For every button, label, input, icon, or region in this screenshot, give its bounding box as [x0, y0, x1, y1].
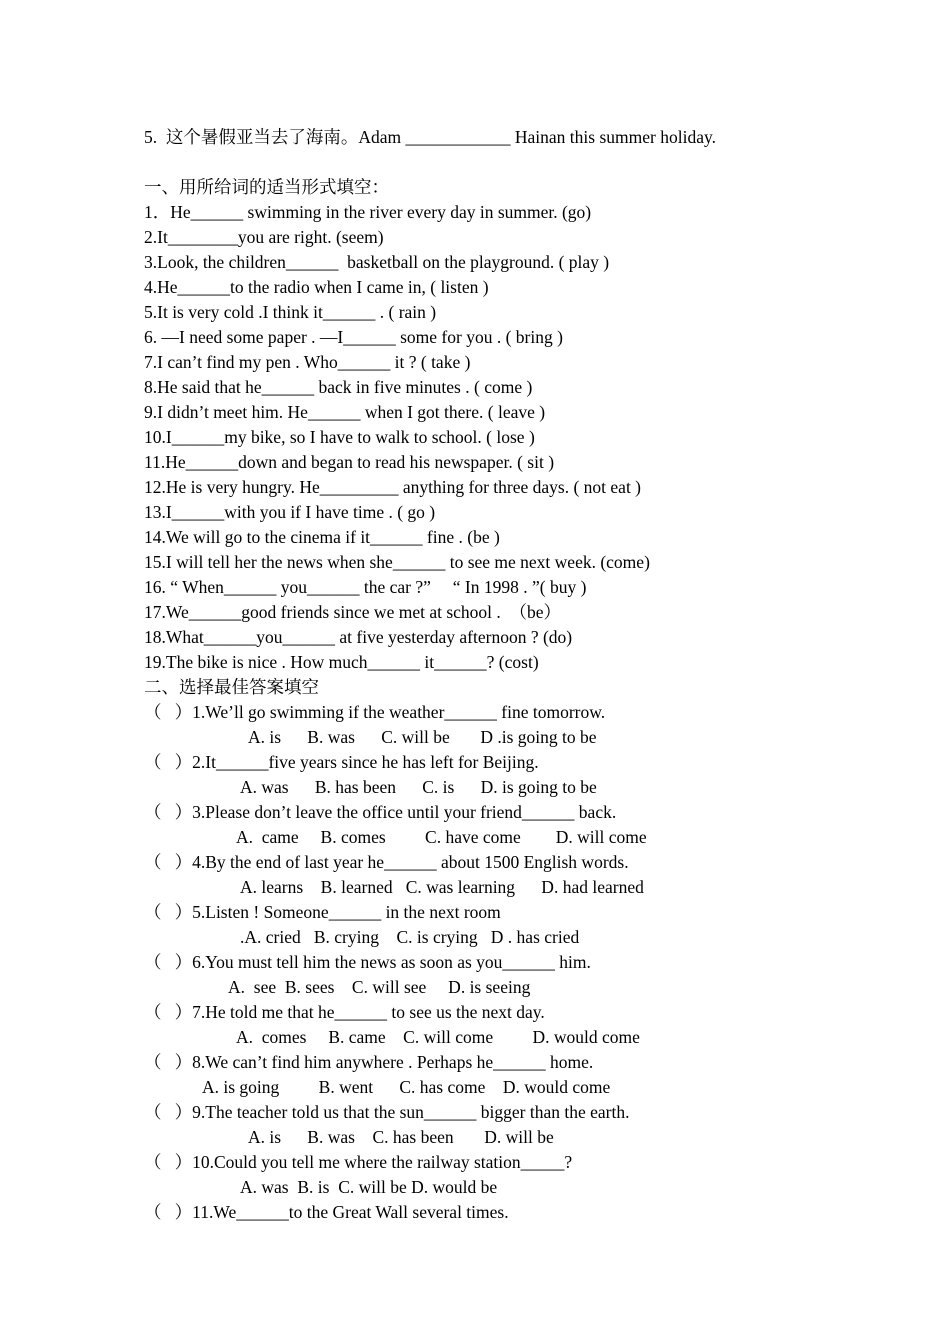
fill-blank-item: 14.We will go to the cinema if it______ fine . (be ) — [144, 527, 500, 547]
mc-options: A. was B. is C. will be D. would be — [240, 1177, 498, 1197]
fill-blank-item: 3.Look, the children______ basketball on the playground. ( play ) — [144, 252, 610, 272]
mc-options: A. came B. comes C. have come D. will come — [236, 827, 647, 847]
mc-options: A. is B. was C. has been D. will be — [248, 1127, 554, 1147]
mc-options: A. comes B. came C. will come D. would come — [236, 1027, 640, 1047]
fill-blank-item: 18.What______you______ at five yesterday afternoon ? (do) — [144, 627, 573, 647]
mc-question: （ ）6.You must tell him the news as soon as you______ him. — [144, 952, 591, 972]
fill-blank-item: 4.He______to the radio when I came in, ( listen ) — [144, 277, 489, 297]
fill-blank-item: 10.I______my bike, so I have to walk to school. ( lose ) — [144, 427, 535, 447]
mc-question: （ ）4.By the end of last year he______ about 1500 English words. — [144, 852, 629, 872]
mc-options: A. is B. was C. will be D .is going to be — [248, 727, 597, 747]
fill-blank-item: 5.It is very cold .I think it______ . ( rain ) — [144, 302, 437, 322]
fill-blank-item: 1．He______ swimming in the river every day in summer. (go) — [144, 202, 592, 222]
fill-blank-item: 6. —I need some paper . —I______ some for you . ( bring ) — [144, 327, 563, 347]
mc-options: A. was B. has been C. is D. is going to be — [240, 777, 597, 797]
mc-options: A. is going B. went C. has come D. would come — [202, 1077, 611, 1097]
fill-blank-item: 17.We______good friends since we met at school . （be） — [144, 602, 562, 622]
intro-translation-item: 5. 这个暑假亚当去了海南。Adam ____________ Hainan this summer holiday. — [144, 127, 716, 147]
mc-options: A. learns B. learned C. was learning D. had learned — [240, 877, 644, 897]
mc-question: （ ）3.Please don’t leave the office until your friend______ back. — [144, 802, 617, 822]
fill-blank-item: 7.I can’t find my pen . Who______ it ? ( take ) — [144, 352, 471, 372]
mc-question: （ ）9.The teacher told us that the sun______ bigger than the earth. — [144, 1102, 630, 1122]
fill-blank-item: 12.He is very hungry. He_________ anything for three days. ( not eat ) — [144, 477, 642, 497]
mc-question: （ ）8.We can’t find him anywhere . Perhaps he______ home. — [144, 1052, 594, 1072]
mc-options: .A. cried B. crying C. is crying D . has cried — [240, 927, 580, 947]
mc-options: A. see B. sees C. will see D. is seeing — [228, 977, 531, 997]
fill-blank-item: 2.It________you are right. (seem) — [144, 227, 384, 247]
mc-question: （ ）7.He told me that he______ to see us the next day. — [144, 1002, 545, 1022]
mc-question: （ ）11.We______to the Great Wall several times. — [144, 1202, 509, 1222]
fill-blank-item: 11.He______down and began to read his newspaper. ( sit ) — [144, 452, 555, 472]
section1-title: 一、用所给词的适当形式填空： — [144, 177, 389, 197]
fill-blank-item: 16. “ When______ you______ the car ?” “ In 1998 . ”( buy ) — [144, 577, 587, 597]
fill-blank-item: 8.He said that he______ back in five minutes . ( come ) — [144, 377, 533, 397]
fill-blank-item: 9.I didn’t meet him. He______ when I got there. ( leave ) — [144, 402, 546, 422]
fill-blank-item: 13.I______with you if I have time . ( go ) — [144, 502, 436, 522]
fill-blank-item: 15.I will tell her the news when she______ to see me next week. (come) — [144, 552, 650, 572]
section2-title: 二、选择最佳答案填空 — [144, 677, 319, 697]
fill-blank-item: 19.The bike is nice . How much______ it______? (cost) — [144, 652, 539, 672]
mc-question: （ ）10.Could you tell me where the railway station_____? — [144, 1152, 573, 1172]
mc-question: （ ）1.We’ll go swimming if the weather______ fine tomorrow. — [144, 702, 606, 722]
mc-question: （ ）2.It______five years since he has left for Beijing. — [144, 752, 539, 772]
mc-question: （ ）5.Listen ! Someone______ in the next room — [144, 902, 501, 922]
